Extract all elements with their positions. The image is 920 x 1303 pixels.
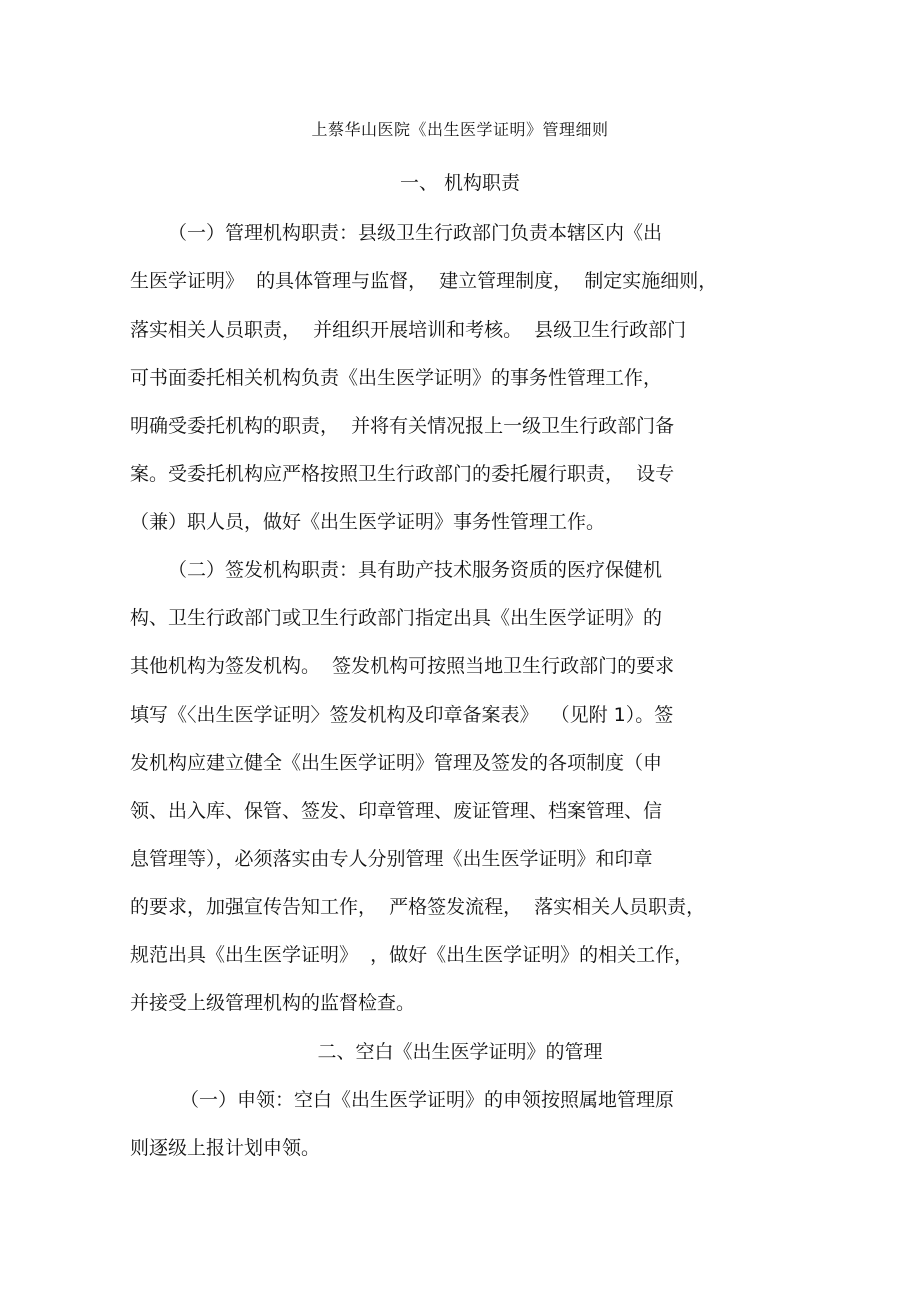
s1-p2-line-5: 发机构应建立健全《出生医学证明》管理及签发的各项制度（申 (130, 752, 663, 774)
s2-p1-line-2: 则逐级上报计划申领。 (130, 1137, 321, 1159)
document-title: 上蔡华山医院《出生医学证明》管理细则 (311, 120, 609, 139)
section-2-heading: 二、空白《出生医学证明》的管理 (317, 1041, 603, 1063)
section-1-heading: 一、 机构职责 (399, 172, 521, 194)
s1-p1-line-5: 明确受委托机构的职责， 并将有关情况报上一级卫生行政部门备 (130, 415, 675, 437)
s1-p2-line-10: 并接受上级管理机构的监督检查。 (130, 992, 416, 1014)
s1-p1-line-7: （兼）职人员，做好《出生医学证明》事务性管理工作。 (130, 511, 606, 533)
s1-p2-line-7: 息管理等），必须落实由专人分别管理《出生医学证明》和印章 (130, 848, 653, 870)
s1-p2-line-1: （二）签发机构职责：具有助产技术服务资质的医疗保健机 (168, 559, 663, 581)
s1-p1-line-6: 案。受委托机构应严格按照卫生行政部门的委托履行职责， 设专 (130, 463, 675, 485)
s1-p1-line-3: 落实相关人员职责， 并组织开展培训和考核。 县级卫生行政部门 (130, 319, 687, 341)
s1-p1-line-2: 生医学证明》 的具体管理与监督， 建立管理制度， 制定实施细则， (130, 270, 718, 292)
s1-p2-line-6: 领、出入库、保管、签发、印章管理、废证管理、档案管理、信 (130, 800, 663, 822)
s2-p1-line-1: （一）申领：空白《出生医学证明》的申领按照属地管理原 (180, 1089, 675, 1111)
s1-p2-line-2: 构、卫生行政部门或卫生行政部门指定出具《出生医学证明》的 (130, 607, 663, 629)
s1-p1-line-1: （一）管理机构职责：县级卫生行政部门负责本辖区内《出 (168, 222, 663, 244)
s1-p1-line-4: 可书面委托相关机构负责《出生医学证明》的事务性管理工作， (130, 367, 663, 389)
s1-p2-line-8: 的要求，加强宣传告知工作， 严格签发流程， 落实相关人员职责， (130, 896, 706, 918)
s1-p2-line-9: 规范出具《出生医学证明》 ，做好《出生医学证明》的相关工作， (130, 944, 694, 966)
s1-p2-line-4: 填写《〈出生医学证明〉签发机构及印章备案表》 （见附 1）。签 (130, 704, 674, 726)
s1-p2-line-3: 其他机构为签发机构。 签发机构可按照当地卫生行政部门的要求 (130, 655, 675, 677)
